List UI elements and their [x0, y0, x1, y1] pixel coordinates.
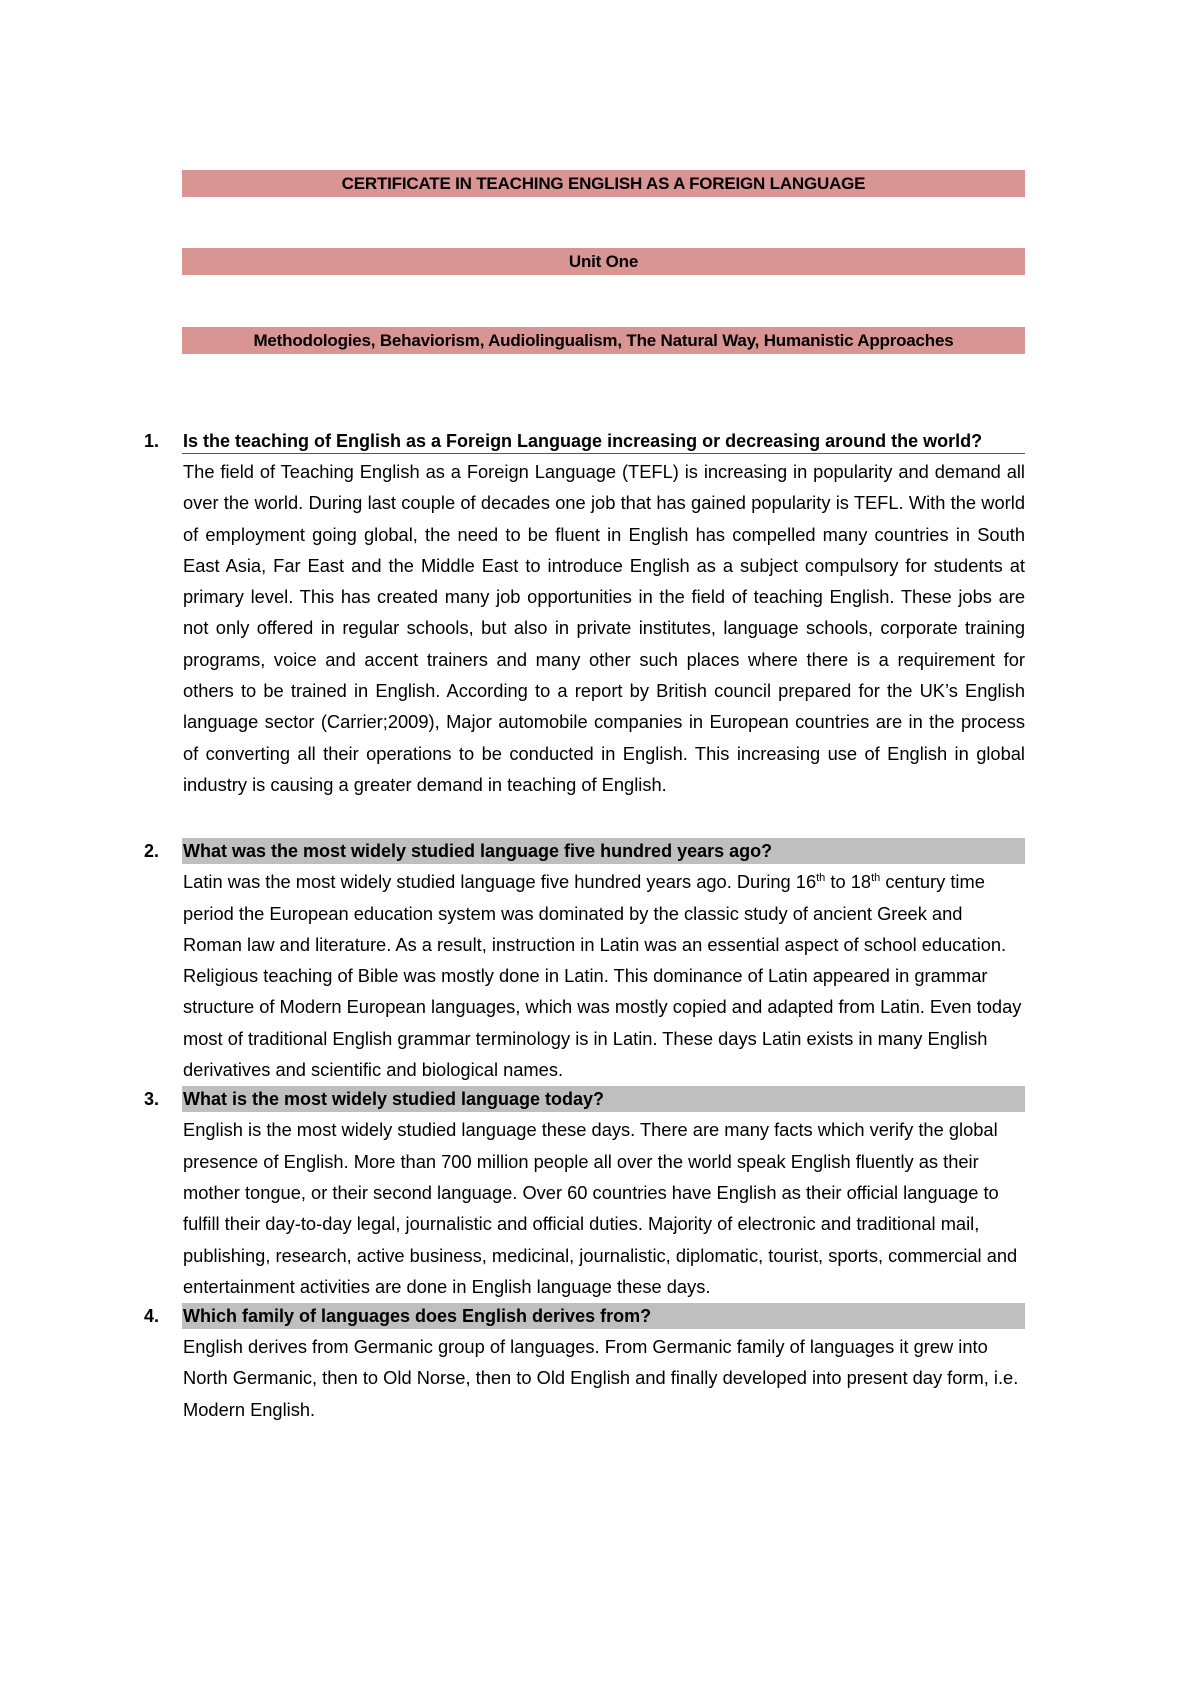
unit-title: Unit One — [182, 248, 1025, 275]
answer-text: The field of Teaching English as a Foreign Language (TEFL) is increasing in popularity and demand all over the world. During last couple of decades one job that has gained popularity is TEFL. With the world of employment going global, the need to be fluent in English has compelled many countries in South East Asia, Far East and the Middle East to introduce English as a subject compulsory for students at primary level. This has created many job opportunities in the field of teaching English. These jobs are not only offered in regular schools, but also in private institutes, language schools, corporate training programs, voice and accent trainers and many other such places where there is a requirement for others to be trained in English. According to a report by British council prepared for the UK’s English language sector (Carrier;2009), Major automobile companies in European countries are in the process of converting all their operations to be conducted in English. This increasing use of English in global industry is causing a greater demand in teaching of English. — [183, 461, 1025, 795]
answer-text-part: Latin was the most widely studied language five hundred years ago. During 16 — [183, 871, 817, 893]
question-text: What was the most widely studied language five hundred years ago? — [183, 841, 773, 862]
question-text: Is the teaching of English as a Foreign Language increasing or decreasing around the world? — [183, 431, 983, 451]
question-item — [144, 428, 1025, 800]
answer-text: English is the most widely studied language these days. There are many facts which verify the global presence of English. More than 700 million people all over the world speak English fluently as their mother tongue, or their second language. Over 60 countries have English as their official language to fulfill their day-to-day legal, journalistic and official duties. Majority of electronic and traditional mail, publishing, research, active business, medicinal, journalistic, diplomatic, tourist, sports, commercial and entertainment activities are done in English language these days. — [183, 1119, 1018, 1297]
question-heading — [144, 1303, 1025, 1329]
questions-list — [0, 428, 1200, 1425]
ordinal-suffix: th — [816, 872, 826, 885]
question-heading — [144, 838, 1025, 864]
question-item — [144, 1086, 1025, 1302]
answer-text-part: century time period the European education system was dominated by the classic study of ancient Greek and Roman law and literature. As a result, instruction in Latin was an essential aspect of school education. Religious teaching of Bible was mostly done in Latin. This dominance of Latin appeared in grammar structure of Modern European languages, which was mostly copied and adapted from Latin. Even today most of traditional English grammar terminology is in Latin. These days Latin exists in many English derivatives and scientific and biological names. — [183, 871, 1022, 1081]
answer-text-part: to 18 — [825, 871, 872, 893]
question-item — [144, 838, 1025, 1085]
answer-text — [183, 866, 1025, 1085]
question-number: 3. — [144, 1089, 160, 1110]
question-heading — [144, 428, 1025, 454]
document-title: CERTIFICATE IN TEACHING ENGLISH AS A FOREIGN LANGUAGE — [182, 170, 1025, 197]
topics-heading: Methodologies, Behaviorism, Audiolingualism, The Natural Way, Humanistic Approaches — [182, 327, 1025, 354]
question-item — [144, 1303, 1025, 1425]
question-number: 2. — [144, 841, 160, 862]
question-heading — [144, 1086, 1025, 1112]
question-text: What is the most widely studied language today? — [183, 1089, 605, 1110]
answer-text: English derives from Germanic group of languages. From Germanic family of languages it grew into North Germanic, then to Old Norse, then to Old English and finally developed into present day form, i.e. Modern English. — [183, 1336, 1019, 1420]
ordinal-suffix: th — [871, 872, 881, 885]
question-number: 1. — [144, 431, 160, 451]
question-number: 4. — [144, 1306, 160, 1327]
question-text: Which family of languages does English derives from? — [183, 1306, 652, 1327]
